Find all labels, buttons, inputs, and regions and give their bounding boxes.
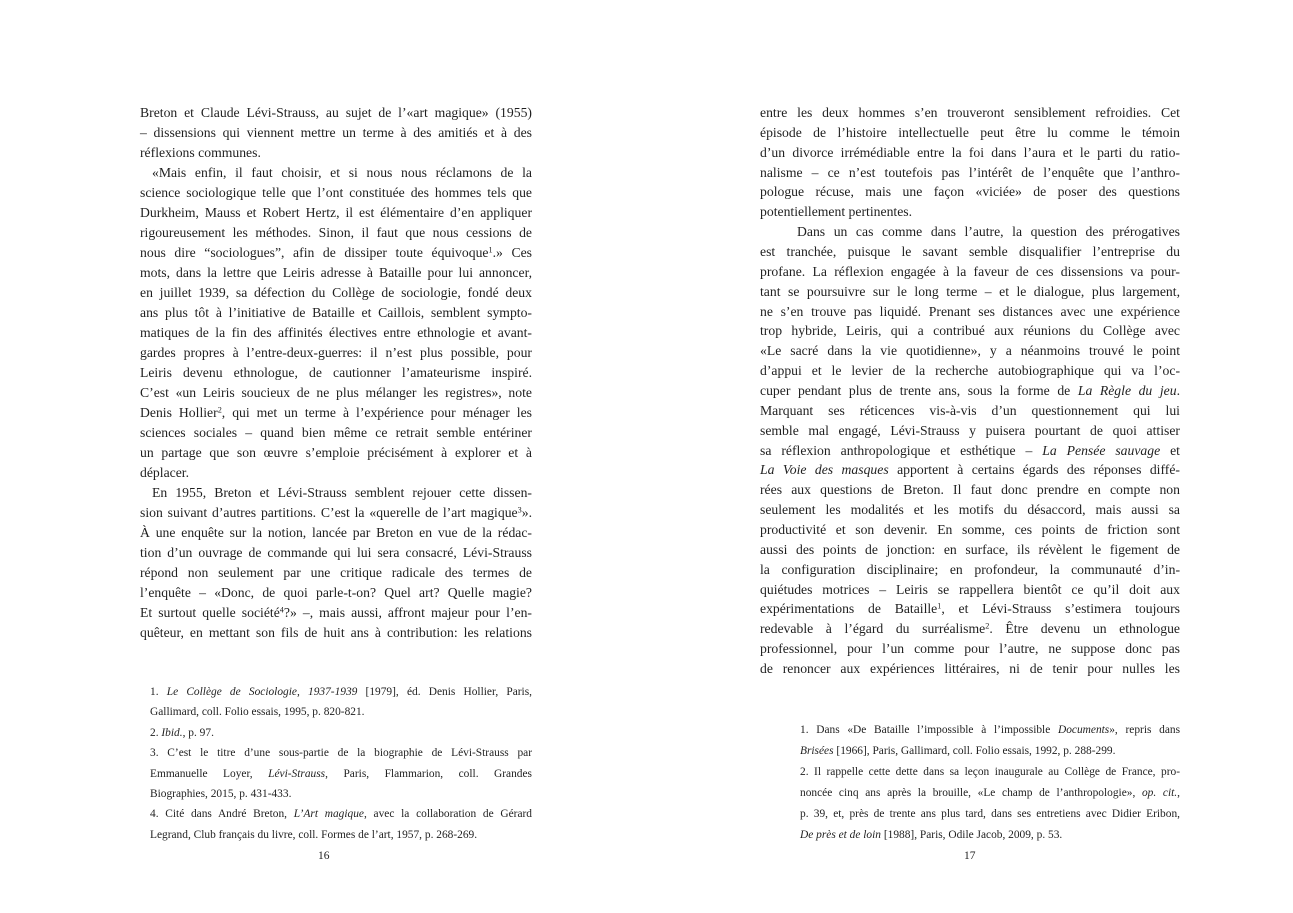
- text-segment: quiétudes motrices – Leiris se rappellera bientôt ce qu’il doit aux: [760, 581, 1180, 597]
- left-page-footnotes: [150, 682, 532, 845]
- text-segment: ans plus tôt à l’initiative de Bataille et Caillois, semblent sympto-: [140, 305, 532, 320]
- right-page: [646, 0, 1293, 913]
- text-line: [760, 460, 1180, 480]
- text-segment: nous dire “sociologues”, afin de dissiper toute équivoque: [140, 245, 489, 260]
- text-line: [760, 341, 1180, 361]
- italic-title: Brisées: [800, 745, 834, 757]
- text-segment: [1979], éd. Denis Hollier, Paris,: [357, 686, 532, 698]
- text-segment: matiques de la fin des affinités électives entre ethnologie et avant-: [140, 325, 532, 340]
- text-segment: nalisme – ce n’est toutefois pas l’intérêt de l’enquête que l’anthro-: [760, 164, 1180, 180]
- text-segment: , avec la collaboration de Gérard: [363, 808, 532, 821]
- text-segment: pologue récuse, mais une façon «viciée» de poser des questions: [760, 184, 1180, 200]
- text-segment: p. 39, et, près de trente ans plus tard, dans ses entretiens avec Didier Eribon,: [800, 808, 1180, 820]
- text-line: [760, 599, 1180, 619]
- text-segment: en juillet 1939, sa défection du Collège de sociologie, fondé deux: [140, 285, 532, 300]
- text-segment: cuper pendant plus de trente ans, sous la forme de: [760, 383, 1078, 399]
- text-line: [140, 183, 532, 203]
- text-line: [760, 480, 1180, 500]
- text-segment: «Le sacré dans la vie quotidienne», y a néanmoins trouvé le point: [760, 343, 1180, 359]
- text-segment: , Paris, Flammarion, coll. Grandes: [325, 767, 532, 780]
- text-line: [140, 403, 532, 423]
- text-line: [140, 423, 532, 443]
- text-line: [140, 143, 532, 163]
- text-line: [760, 401, 1180, 421]
- text-segment: rées aux questions de Breton. Il faut donc prendre en compte non: [760, 482, 1180, 498]
- text-segment: Leiris devenu ethnologue, de cautionner l’amateurisme inspiré.: [140, 365, 532, 380]
- text-segment: trop hybride, Leiris, qui a contribué aux réunions du Collège avec: [760, 323, 1180, 339]
- text-segment: – dissensions qui viennent mettre un terme à des amitiés et à des: [140, 125, 532, 140]
- text-segment: Marquant ses réticences vis-à-vis d’un questionnement qui lui: [760, 402, 1180, 418]
- text-segment: , et Lévi-Strauss s’estimera toujours: [941, 601, 1180, 617]
- footnote-line: [150, 825, 532, 845]
- text-line: [760, 302, 1180, 322]
- text-segment: déplacer.: [140, 465, 190, 480]
- text-segment: répond non seulement par une critique radicale des termes de: [140, 565, 532, 580]
- text-segment: «Mais enfin, il faut choisir, et si nous nous réclamons de la: [152, 165, 532, 180]
- text-line: [760, 123, 1180, 143]
- text-segment: 2. Il rappelle cette dette dans sa leçon inaugurale au Collège de France, pro-: [800, 766, 1180, 778]
- text-line: [760, 520, 1180, 540]
- text-segment: l’enquête – «Donc, de quoi parle-t-on? Quel art? Quelle magie?: [140, 585, 532, 600]
- text-line: [760, 163, 1180, 183]
- text-segment: d’appui et le levier de la recherche autobiographique qui va l’oc-: [760, 363, 1180, 379]
- text-line: [140, 303, 532, 323]
- text-segment: À une enquête sur la notion, lancée par Breton en vue de la rédac-: [140, 525, 532, 540]
- footnote-line: [150, 804, 532, 824]
- text-segment: .» Ces: [492, 245, 532, 260]
- text-line: [760, 659, 1180, 679]
- text-segment: potentiellement pertinentes.: [760, 204, 913, 220]
- text-segment: Gallimard, coll. Folio essais, 1995, p. 820-821.: [150, 706, 365, 719]
- text-segment: et: [1160, 442, 1180, 458]
- text-segment: rigoureusement les méthodes. Sinon, il faut que nous cessions de: [140, 225, 532, 240]
- text-segment: , qui met un terme à l’expérience pour ménager les: [221, 405, 532, 420]
- text-line: [140, 163, 532, 183]
- text-segment: [1966], Paris, Gallimard, coll. Folio essais, 1992, p. 288-299.: [833, 745, 1116, 757]
- text-segment: Emmanuelle Loyer,: [150, 767, 269, 780]
- text-segment: redevable à l’égard du surréalisme: [760, 621, 986, 637]
- text-segment: Biographies, 2015, p. 431-433.: [150, 788, 292, 801]
- text-line: [760, 242, 1180, 262]
- italic-title: La Voie des masques: [760, 462, 889, 478]
- italic-title: L’Art magique: [293, 808, 364, 821]
- text-segment: Durkheim, Mauss et Robert Hertz, il est élémentaire d’en appliquer: [140, 205, 532, 220]
- footnote-reference: 3: [517, 505, 522, 515]
- italic-title: Documents: [1057, 724, 1110, 736]
- text-segment: Dans un cas comme dans l’autre, la question des prérogatives: [797, 224, 1180, 240]
- text-line: [760, 580, 1180, 600]
- footnote-line: [800, 825, 1180, 846]
- footnote-reference: 4: [279, 605, 284, 615]
- footnote-line: [800, 783, 1180, 804]
- text-segment: de renoncer aux expériences littéraires, ni de tenir pour nulles les: [760, 661, 1180, 677]
- text-line: [140, 123, 532, 143]
- text-segment: sa réflexion anthropologique et esthétique –: [760, 442, 1043, 458]
- text-segment: . Être devenu un ethnologue: [989, 621, 1180, 637]
- text-segment: d’un divorce irrémédiable entre la foi dans l’aura et le parti du ratio-: [760, 144, 1180, 160]
- footnote-line: [150, 723, 532, 743]
- text-line: [140, 623, 532, 643]
- text-line: [760, 500, 1180, 520]
- text-line: [140, 363, 532, 383]
- text-segment: tant se poursuivre sur le long terme – et le dialogue, plus largement,: [760, 283, 1180, 299]
- text-line: [140, 463, 532, 483]
- text-segment: 1. Dans «De Bataille l’impossible à l’impossible: [800, 724, 1058, 736]
- text-line: [140, 223, 532, 243]
- text-segment: ?» –, mais aussi, affront majeur pour l’en-: [283, 605, 532, 620]
- text-segment: sion suivant d’autres partitions. C’est la «querelle de l’art magique: [140, 505, 518, 520]
- footnote-line: [800, 804, 1180, 825]
- text-line: [140, 203, 532, 223]
- text-segment: gardes propres à l’entre-deux-guerres: il n’est plus possible, pour: [140, 345, 532, 360]
- right-page-body-text: [760, 103, 1180, 679]
- text-segment: ne s’en trouve pas liquidé. Prenant ses distances avec une expérience: [760, 303, 1180, 319]
- text-line: [140, 543, 532, 563]
- text-segment: noncée cinq ans après la brouille, «Le champ de l’anthropologie»,: [800, 787, 1142, 799]
- italic-title: La Règle du jeu: [1077, 383, 1177, 399]
- page-number-left: 16: [318, 850, 330, 862]
- footnote-reference: 1: [488, 245, 493, 255]
- text-segment: sciences sociales – quand bien même ce retrait semble entériner: [140, 425, 532, 440]
- text-segment: semble mal engagé, Lévi-Strauss y puisera pourtant de quoi attiser: [760, 422, 1180, 438]
- text-segment: science sociologique telle que l’ont constituée des hommes tels que: [140, 185, 532, 200]
- text-segment: productivité et son devenir. En somme, ces points de friction sont: [760, 522, 1180, 538]
- text-line: [760, 321, 1180, 341]
- text-line: [760, 182, 1180, 202]
- text-line: [140, 323, 532, 343]
- text-segment: seulement les modalités et les motifs du désaccord, mais aussi sa: [760, 502, 1180, 518]
- text-line: [760, 202, 1180, 222]
- text-segment: 1.: [150, 686, 167, 698]
- text-line: [140, 603, 532, 623]
- text-line: [760, 103, 1180, 123]
- footnote-line: [150, 784, 532, 804]
- footnote-line: [150, 682, 532, 702]
- text-segment: Et surtout quelle société: [140, 605, 280, 620]
- text-line: [760, 619, 1180, 639]
- text-segment: », repris dans: [1109, 724, 1180, 736]
- text-segment: aussi des points de jonction: en surface, ils révèlent le figement de: [760, 541, 1180, 557]
- text-segment: ».: [521, 505, 532, 520]
- text-segment: ,: [1177, 787, 1180, 799]
- text-line: [760, 540, 1180, 560]
- text-line: [140, 523, 532, 543]
- footnote-reference: 2: [985, 621, 990, 631]
- footnote-reference: 2: [217, 405, 222, 415]
- italic-title: Le Collège de Sociologie, 1937-1939: [166, 686, 358, 698]
- footnote-line: [150, 702, 532, 722]
- footnote-line: [800, 762, 1180, 783]
- text-segment: professionnel, pour l’un comme pour l’autre, ne suppose donc pas: [760, 641, 1180, 657]
- text-line: [760, 639, 1180, 659]
- text-segment: réflexions communes.: [140, 145, 261, 160]
- text-segment: un partage que son œuvre s’emploie précisément à explorer et à: [140, 445, 532, 460]
- text-line: [140, 103, 532, 123]
- text-segment: entre les deux hommes s’en trouveront sensiblement refroidies. Cet: [760, 105, 1180, 120]
- text-segment: expérimentations de Bataille: [760, 601, 938, 617]
- text-line: [760, 381, 1180, 401]
- text-line: [140, 383, 532, 403]
- text-segment: , p. 97.: [182, 726, 214, 739]
- italic-title: Lévi-Strauss: [268, 767, 326, 780]
- text-segment: profane. La réflexion engagée à la faveur de ces dissensions va pour-: [760, 263, 1180, 279]
- text-segment: est tranchée, puisque le savant semble disqualifier l’entreprise du: [760, 244, 1180, 260]
- text-segment: 4. Cité dans André Breton,: [150, 808, 294, 821]
- page-number-right: 17: [964, 850, 976, 862]
- text-line: [140, 243, 532, 263]
- left-page: [0, 0, 646, 913]
- footnote-line: [150, 764, 532, 784]
- text-line: [760, 143, 1180, 163]
- text-line: [140, 443, 532, 463]
- footnote-reference: 1: [937, 601, 942, 611]
- text-segment: tion d’un ouvrage de commande qui lui sera consacré, Lévi-Strauss: [140, 545, 532, 560]
- footnote-line: [800, 741, 1180, 762]
- text-segment: En 1955, Breton et Lévi-Strauss semblent rejouer cette dissen-: [152, 485, 532, 500]
- text-segment: Breton et Claude Lévi-Strauss, au sujet de l’«art magique» (1955): [140, 105, 532, 120]
- text-line: [760, 361, 1180, 381]
- text-segment: Denis Hollier: [140, 405, 218, 420]
- text-line: [140, 263, 532, 283]
- text-line: [760, 441, 1180, 461]
- text-line: [140, 563, 532, 583]
- italic-title: De près et de loin: [800, 829, 881, 841]
- text-line: [760, 421, 1180, 441]
- text-segment: quêteur, en mettant son fils de huit ans à contribution: les relations: [140, 625, 532, 640]
- right-page-footnotes: [800, 720, 1180, 846]
- text-segment: Legrand, Club français du livre, coll. Formes de l’art, 1957, p. 268-269.: [150, 828, 478, 841]
- text-segment: C’est «un Leiris soucieux de ne plus mélanger les registres», note: [140, 385, 532, 400]
- text-line: [760, 262, 1180, 282]
- text-line: [140, 283, 532, 303]
- left-page-body-text: [140, 103, 532, 643]
- text-segment: la configuration disciplinaire; en profondeur, la communauté d’in-: [760, 561, 1180, 577]
- text-line: [140, 483, 532, 503]
- italic-title: Ibid.: [161, 726, 183, 739]
- text-segment: [1988], Paris, Odile Jacob, 2009, p. 53.: [880, 829, 1063, 841]
- text-line: [140, 503, 532, 523]
- text-line: [140, 343, 532, 363]
- italic-title: La Pensée sauvage: [1042, 442, 1161, 458]
- text-segment: .: [1176, 383, 1180, 399]
- text-line: [760, 560, 1180, 580]
- text-segment: 2.: [150, 726, 162, 739]
- text-segment: épisode de l’histoire intellectuelle peut être lu comme le témoin: [760, 124, 1180, 140]
- italic-title: op. cit.: [1141, 787, 1178, 799]
- text-line: [760, 282, 1180, 302]
- text-line: [760, 222, 1180, 242]
- text-segment: 3. C’est le titre d’une sous-partie de la biographie de Lévi-Strauss par: [150, 747, 532, 760]
- footnote-line: [800, 720, 1180, 741]
- text-segment: apportent à certains égards des réponses diffé-: [888, 462, 1180, 478]
- footnote-line: [150, 743, 532, 763]
- text-segment: mots, dans la lettre que Leiris adresse à Bataille pour lui annoncer,: [140, 265, 532, 280]
- text-line: [140, 583, 532, 603]
